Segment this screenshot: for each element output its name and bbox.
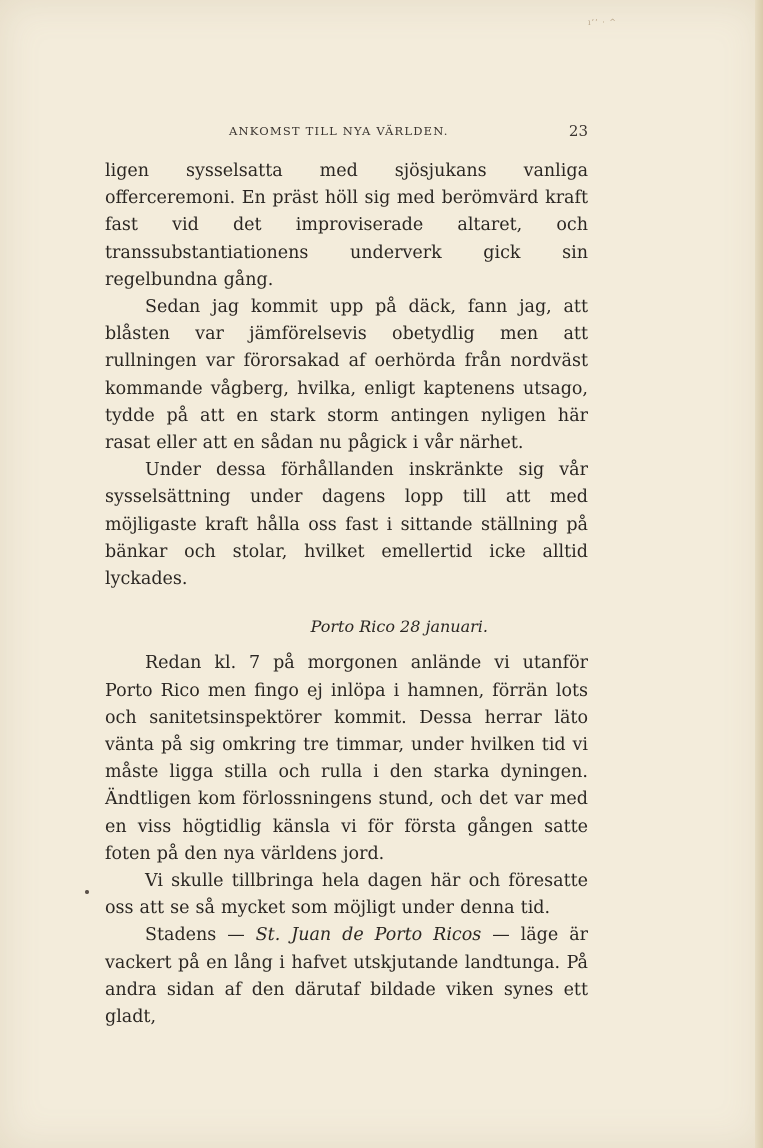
paragraph: Under dessa förhållanden inskränkte sig vår sysselsättning under dagens lopp till att med möjligaste kraft hålla oss fast i sittande ställning på bänkar och stolar, hvilket emellertid icke alltid lyckades. bbox=[105, 460, 588, 590]
running-head: ANKOMST TILL NYA VÄRLDEN. bbox=[229, 124, 449, 138]
page-header bbox=[105, 124, 588, 146]
paragraph: Vi skulle tillbringa hela dagen här och föresatte oss att se så mycket som möjligt under denna tid. bbox=[105, 871, 588, 919]
page-number: 23 bbox=[568, 122, 588, 140]
paper-stain: ı’’ · ^ bbox=[588, 18, 617, 27]
page-edge bbox=[755, 0, 763, 1148]
paragraph-text-after: — läge är vackert på en lång i hafvet utskjutande landtunga. På andra sidan af den därutaf bildade viken synes ett gladt, bbox=[105, 925, 588, 1028]
paragraph-continued: ligen sysselsatta med sjösjukans vanliga offerceremoni. En präst höll sig med berömvärd kraft fast vid det improviserade altaret, och transsubstantiationens underverk gick sin regelbundna gång. bbox=[105, 161, 588, 290]
paragraph: Sedan jag kommit upp på däck, fann jag, att blåsten var jämförelsevis obetydlig men att rullningen var förorsakad af oerhörda från nordväst kommande vågberg, hvilka, enligt kaptenens utsago, tydde på att en stark storm antingen nyligen här rasat eller att en sådan nu pågick i vår närhet. bbox=[105, 297, 588, 454]
italic-place-name: St. Juan de Porto Ricos bbox=[255, 925, 482, 946]
body-text bbox=[105, 158, 588, 1031]
paragraph: Redan kl. 7 på morgonen anlände vi utanför Porto Rico men fingo ej inlöpa i hamnen, förrän lots och sanitetsinspektörer kommit. Dessa herrar läto vänta på sig omkring tre timmar, under hvilken tid vi måste ligga stilla och rulla i den starka dyningen. Ändtligen kom förlossningens stund, och det var med en viss högtidlig känsla vi för första gången satte foten på den nya världens jord. bbox=[105, 653, 588, 864]
paragraph-text-before: Stadens — bbox=[145, 925, 256, 946]
paragraph-last bbox=[105, 922, 588, 1031]
margin-mark bbox=[85, 890, 89, 894]
dateline: Porto Rico 28 januari. bbox=[310, 617, 488, 637]
